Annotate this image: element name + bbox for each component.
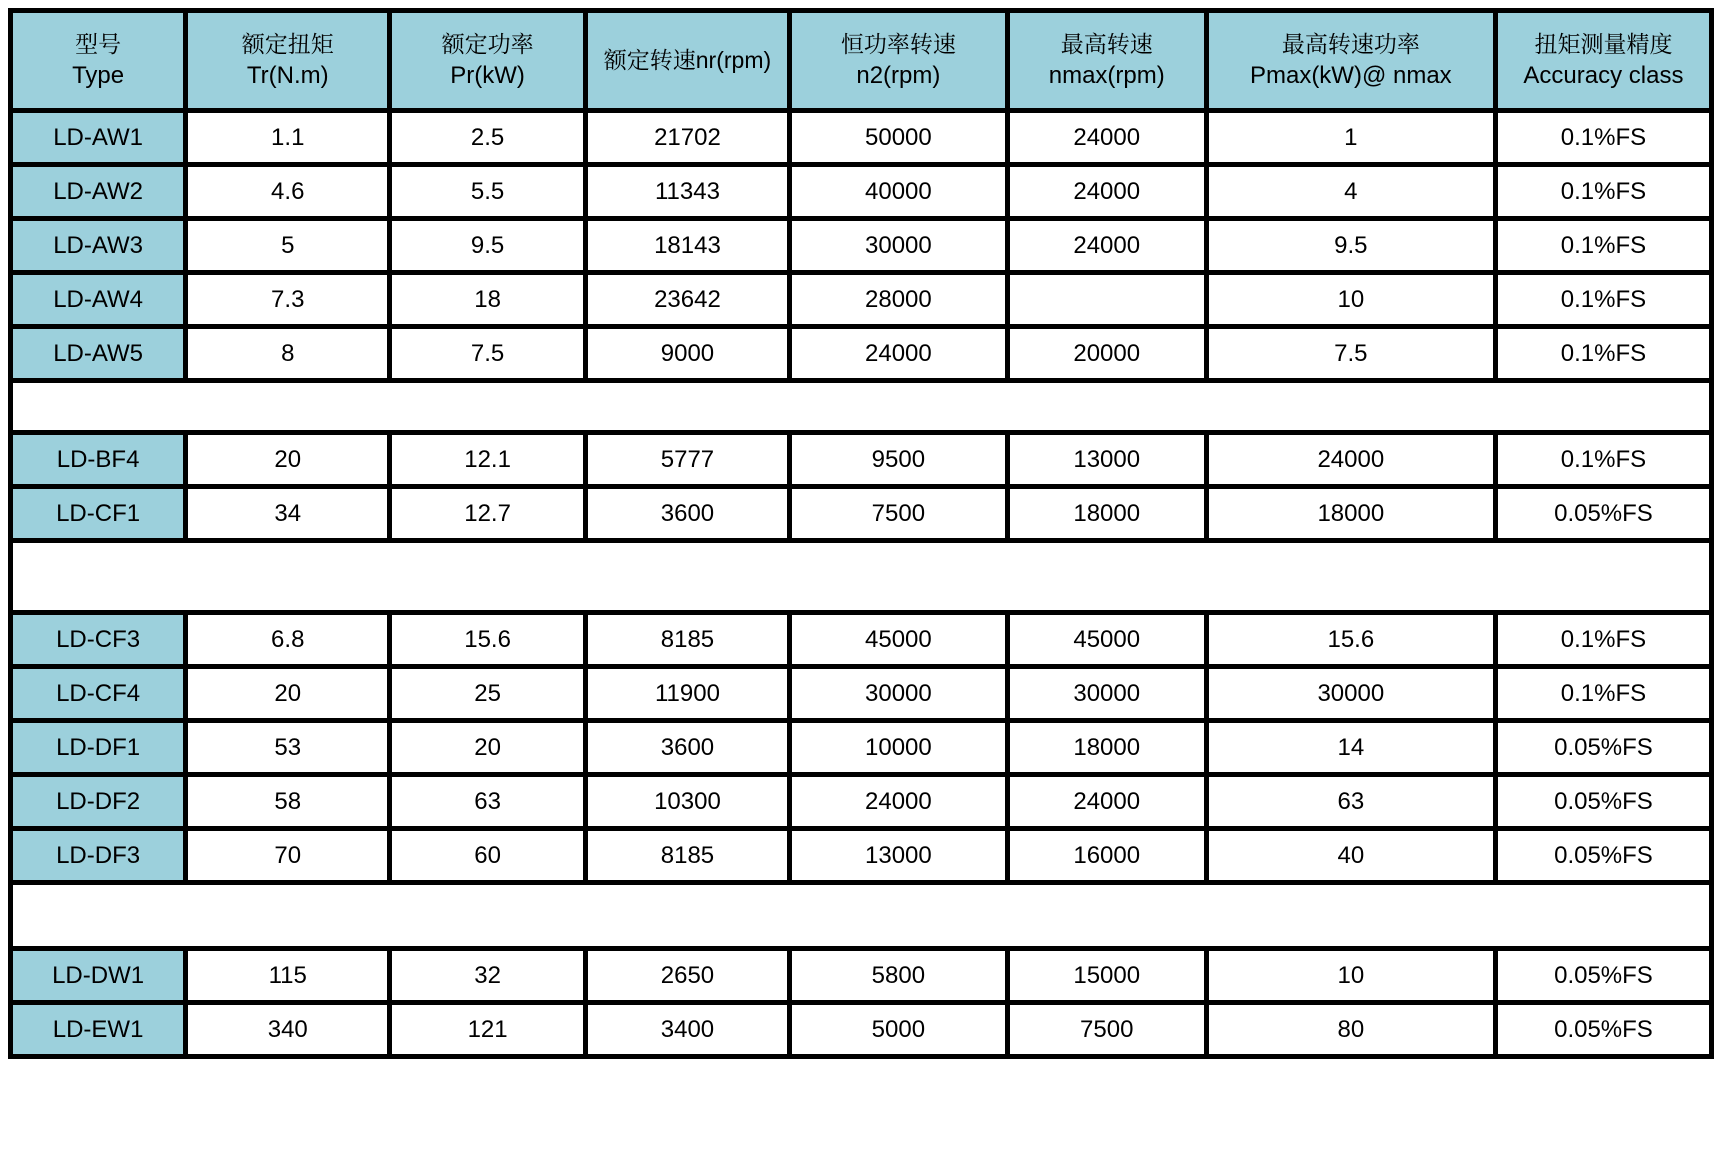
data-cell: 3400 bbox=[585, 1003, 789, 1057]
column-header-subtitle: Pr(kW) bbox=[450, 61, 525, 89]
data-cell: 5777 bbox=[585, 433, 789, 487]
data-cell: 0.1%FS bbox=[1495, 219, 1711, 273]
data-cell: 24000 bbox=[790, 775, 1008, 829]
column-header bbox=[390, 11, 586, 111]
data-cell: 0.1%FS bbox=[1495, 273, 1711, 327]
column-header-title: 最高转速功率 bbox=[1281, 30, 1420, 57]
column-header-subtitle: Accuracy class bbox=[1523, 61, 1684, 89]
table-row bbox=[11, 721, 1712, 775]
data-cell: 45000 bbox=[1007, 613, 1206, 667]
column-header bbox=[585, 11, 789, 111]
data-cell: 0.05%FS bbox=[1495, 721, 1711, 775]
row-type-cell: LD-CF1 bbox=[11, 487, 186, 541]
table-row bbox=[11, 829, 1712, 883]
data-cell: 45000 bbox=[790, 613, 1008, 667]
row-type-cell: LD-EW1 bbox=[11, 1003, 186, 1057]
data-cell: 1 bbox=[1206, 111, 1495, 165]
data-cell: 7500 bbox=[1007, 1003, 1206, 1057]
data-cell: 14 bbox=[1206, 721, 1495, 775]
data-cell: 8185 bbox=[585, 829, 789, 883]
table-row bbox=[11, 613, 1712, 667]
data-cell: 30000 bbox=[1007, 667, 1206, 721]
data-cell: 340 bbox=[186, 1003, 390, 1057]
data-cell: 8185 bbox=[585, 613, 789, 667]
data-cell: 0.05%FS bbox=[1495, 829, 1711, 883]
row-type-cell: LD-AW5 bbox=[11, 327, 186, 381]
data-cell: 15.6 bbox=[1206, 613, 1495, 667]
data-cell: 0.1%FS bbox=[1495, 433, 1711, 487]
data-cell: 0.05%FS bbox=[1495, 487, 1711, 541]
data-cell: 2650 bbox=[585, 949, 789, 1003]
data-cell: 30000 bbox=[790, 667, 1008, 721]
data-cell: 9500 bbox=[790, 433, 1008, 487]
table-row bbox=[11, 219, 1712, 273]
data-cell bbox=[1007, 273, 1206, 327]
data-cell: 24000 bbox=[790, 327, 1008, 381]
column-header bbox=[11, 11, 186, 111]
data-cell: 7.5 bbox=[390, 327, 586, 381]
row-type-cell: LD-DW1 bbox=[11, 949, 186, 1003]
data-cell: 0.05%FS bbox=[1495, 1003, 1711, 1057]
column-header-title: 型号 bbox=[75, 30, 122, 57]
data-cell: 12.7 bbox=[390, 487, 586, 541]
data-cell: 1.1 bbox=[186, 111, 390, 165]
data-cell: 18143 bbox=[585, 219, 789, 273]
table-row bbox=[11, 327, 1712, 381]
data-cell: 40000 bbox=[790, 165, 1008, 219]
data-cell: 9000 bbox=[585, 327, 789, 381]
data-cell: 50000 bbox=[790, 111, 1008, 165]
data-cell: 24000 bbox=[1206, 433, 1495, 487]
column-header bbox=[1495, 11, 1711, 111]
row-type-cell: LD-DF1 bbox=[11, 721, 186, 775]
data-cell: 13000 bbox=[1007, 433, 1206, 487]
row-type-cell: LD-AW3 bbox=[11, 219, 186, 273]
data-cell: 6.8 bbox=[186, 613, 390, 667]
data-cell: 0.1%FS bbox=[1495, 667, 1711, 721]
data-cell: 25 bbox=[390, 667, 586, 721]
data-cell: 80 bbox=[1206, 1003, 1495, 1057]
data-cell: 10 bbox=[1206, 949, 1495, 1003]
data-cell: 70 bbox=[186, 829, 390, 883]
data-cell: 0.1%FS bbox=[1495, 327, 1711, 381]
data-cell: 20000 bbox=[1007, 327, 1206, 381]
row-type-cell: LD-CF3 bbox=[11, 613, 186, 667]
data-cell: 28000 bbox=[790, 273, 1008, 327]
data-cell: 5 bbox=[186, 219, 390, 273]
data-cell: 0.1%FS bbox=[1495, 111, 1711, 165]
row-type-cell: LD-AW2 bbox=[11, 165, 186, 219]
row-type-cell: LD-DF2 bbox=[11, 775, 186, 829]
column-header-subtitle: n2(rpm) bbox=[856, 61, 941, 89]
data-cell: 20 bbox=[186, 433, 390, 487]
data-cell: 3600 bbox=[585, 487, 789, 541]
column-header-title: 额定扭矩 bbox=[241, 30, 334, 57]
data-cell: 5.5 bbox=[390, 165, 586, 219]
data-cell: 30000 bbox=[1206, 667, 1495, 721]
row-type-cell: LD-DF3 bbox=[11, 829, 186, 883]
data-cell: 7500 bbox=[790, 487, 1008, 541]
data-cell: 24000 bbox=[1007, 111, 1206, 165]
column-header-title: 额定转速nr(rpm) bbox=[603, 46, 772, 73]
table-row bbox=[11, 1003, 1712, 1057]
data-cell: 115 bbox=[186, 949, 390, 1003]
spacer-cell bbox=[11, 381, 1712, 433]
spacer-row bbox=[11, 381, 1712, 433]
data-cell: 24000 bbox=[1007, 219, 1206, 273]
column-header bbox=[1206, 11, 1495, 111]
data-cell: 7.3 bbox=[186, 273, 390, 327]
data-cell: 8 bbox=[186, 327, 390, 381]
data-cell: 15.6 bbox=[390, 613, 586, 667]
table-row bbox=[11, 111, 1712, 165]
data-cell: 21702 bbox=[585, 111, 789, 165]
data-cell: 10000 bbox=[790, 721, 1008, 775]
table-row bbox=[11, 165, 1712, 219]
table-row bbox=[11, 667, 1712, 721]
row-type-cell: LD-AW4 bbox=[11, 273, 186, 327]
data-cell: 24000 bbox=[1007, 775, 1206, 829]
column-header bbox=[790, 11, 1008, 111]
data-cell: 18000 bbox=[1007, 487, 1206, 541]
column-header-title: 额定功率 bbox=[441, 30, 534, 57]
row-type-cell: LD-AW1 bbox=[11, 111, 186, 165]
data-cell: 7.5 bbox=[1206, 327, 1495, 381]
data-cell: 18 bbox=[390, 273, 586, 327]
column-header-subtitle: Pmax(kW)@ nmax bbox=[1249, 61, 1452, 89]
data-cell: 0.1%FS bbox=[1495, 165, 1711, 219]
header-row bbox=[11, 11, 1712, 111]
column-header-title: 恒功率转速 bbox=[840, 30, 956, 57]
data-cell: 24000 bbox=[1007, 165, 1206, 219]
column-header-title: 最高转速 bbox=[1060, 30, 1153, 57]
spacer-cell bbox=[11, 883, 1712, 949]
table-row bbox=[11, 273, 1712, 327]
data-cell: 11900 bbox=[585, 667, 789, 721]
data-cell: 3600 bbox=[585, 721, 789, 775]
data-cell: 58 bbox=[186, 775, 390, 829]
data-cell: 9.5 bbox=[1206, 219, 1495, 273]
data-cell: 11343 bbox=[585, 165, 789, 219]
column-header-subtitle: nmax(rpm) bbox=[1048, 61, 1165, 89]
data-cell: 20 bbox=[186, 667, 390, 721]
table-row bbox=[11, 949, 1712, 1003]
data-cell: 13000 bbox=[790, 829, 1008, 883]
data-cell: 10300 bbox=[585, 775, 789, 829]
table-row bbox=[11, 775, 1712, 829]
row-type-cell: LD-BF4 bbox=[11, 433, 186, 487]
data-cell: 63 bbox=[1206, 775, 1495, 829]
data-cell: 18000 bbox=[1007, 721, 1206, 775]
column-header bbox=[186, 11, 390, 111]
data-cell: 18000 bbox=[1206, 487, 1495, 541]
spacer-cell bbox=[11, 541, 1712, 613]
data-cell: 15000 bbox=[1007, 949, 1206, 1003]
data-cell: 40 bbox=[1206, 829, 1495, 883]
row-type-cell: LD-CF4 bbox=[11, 667, 186, 721]
data-cell: 30000 bbox=[790, 219, 1008, 273]
data-cell: 0.05%FS bbox=[1495, 775, 1711, 829]
table-row bbox=[11, 487, 1712, 541]
data-cell: 4 bbox=[1206, 165, 1495, 219]
data-cell: 34 bbox=[186, 487, 390, 541]
data-cell: 5000 bbox=[790, 1003, 1008, 1057]
table-row bbox=[11, 433, 1712, 487]
column-header bbox=[1007, 11, 1206, 111]
data-cell: 4.6 bbox=[186, 165, 390, 219]
spacer-row bbox=[11, 883, 1712, 949]
data-cell: 2.5 bbox=[390, 111, 586, 165]
data-cell: 0.1%FS bbox=[1495, 613, 1711, 667]
data-cell: 10 bbox=[1206, 273, 1495, 327]
data-cell: 63 bbox=[390, 775, 586, 829]
data-cell: 23642 bbox=[585, 273, 789, 327]
data-cell: 16000 bbox=[1007, 829, 1206, 883]
spec-table bbox=[8, 8, 1714, 1059]
data-cell: 5800 bbox=[790, 949, 1008, 1003]
column-header-subtitle: Tr(N.m) bbox=[246, 61, 329, 89]
data-cell: 20 bbox=[390, 721, 586, 775]
data-cell: 121 bbox=[390, 1003, 586, 1057]
data-cell: 12.1 bbox=[390, 433, 586, 487]
data-cell: 0.05%FS bbox=[1495, 949, 1711, 1003]
data-cell: 9.5 bbox=[390, 219, 586, 273]
data-cell: 53 bbox=[186, 721, 390, 775]
data-cell: 32 bbox=[390, 949, 586, 1003]
column-header-title: 扭矩测量精度 bbox=[1534, 30, 1673, 57]
column-header-subtitle: Type bbox=[72, 61, 125, 89]
spacer-row bbox=[11, 541, 1712, 613]
data-cell: 60 bbox=[390, 829, 586, 883]
